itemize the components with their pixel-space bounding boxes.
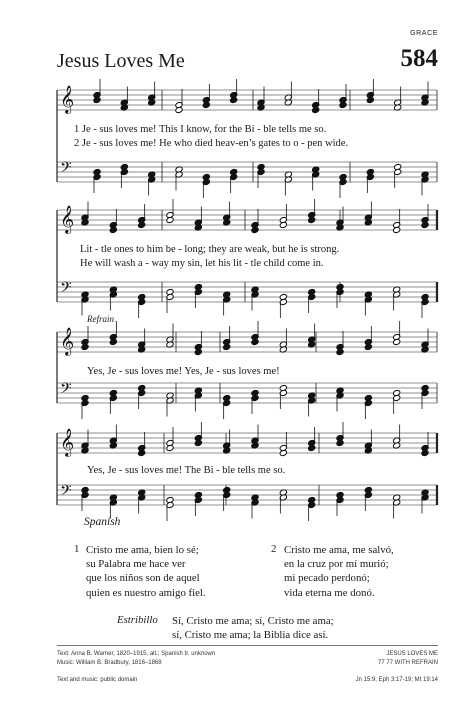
lyric-line: Yes, Je - sus loves me! The Bi - ble tells me so. [87, 465, 286, 476]
refrain-label: Refrain [87, 314, 114, 324]
lyric-line: 1 Je - sus loves me! This I know, for the Bi - ble tells me so. [74, 124, 327, 135]
lyric-line: He will wash a - way my sin, let his lit - tle child come in. [80, 258, 324, 269]
bass-clef-icon: 𝄢 [60, 482, 72, 503]
treble-clef-icon: 𝄞 [60, 428, 75, 456]
section-label: GRACE [410, 30, 438, 37]
spanish-heading: Spanish [84, 516, 121, 528]
lyric-line: 2 Je - sus loves me! He who died heav-en’s gates to o - pen wide. [74, 138, 349, 149]
estribillo-label: Estribillo [117, 614, 158, 626]
tune-info: JESUS LOVES ME 77 77 WITH REFRAIN Jn 15:9; Eph 3:17-19; Mt 19:14 [355, 651, 438, 683]
spanish-verse-1: Cristo me ama, bien lo sé; su Palabra me hace ver que los niños son de aquel quien es nuestro amigo fiel. [86, 544, 206, 599]
treble-clef-icon: 𝄞 [60, 85, 75, 113]
verse-number: 2 [271, 543, 277, 555]
hymn-number: 584 [400, 45, 438, 72]
spanish-verse-2: Cristo me ama, me salvó, en la cruz por mí murió; mi pecado perdonó; vida eterna me donó. [284, 544, 394, 599]
footer-divider [57, 645, 438, 646]
lyric-line: Yes, Je - sus loves me! Yes, Je - sus loves me! [87, 366, 280, 377]
bass-clef-icon: 𝄢 [60, 380, 72, 401]
hymn-title: Jesus Loves Me [57, 50, 185, 72]
bass-clef-icon: 𝄢 [60, 159, 72, 180]
credits: Text: Anna B. Warner, 1820–1915, alt.; Spanish tr. unknown Music: William B. Bradbury, 1816–1868 Text and music: public domain [57, 651, 216, 683]
treble-clef-icon: 𝄞 [60, 327, 75, 355]
lyric-line: Lit - tle ones to him be - long; they are weak, but he is strong. [80, 244, 340, 255]
estribillo-text: Sí, Cristo me ama; sí, Cristo me ama; sí, Cristo me ama; la Biblia dice así. [172, 615, 334, 642]
verse-number: 1 [74, 543, 80, 555]
treble-clef-icon: 𝄞 [60, 205, 75, 233]
bass-clef-icon: 𝄢 [60, 279, 72, 300]
